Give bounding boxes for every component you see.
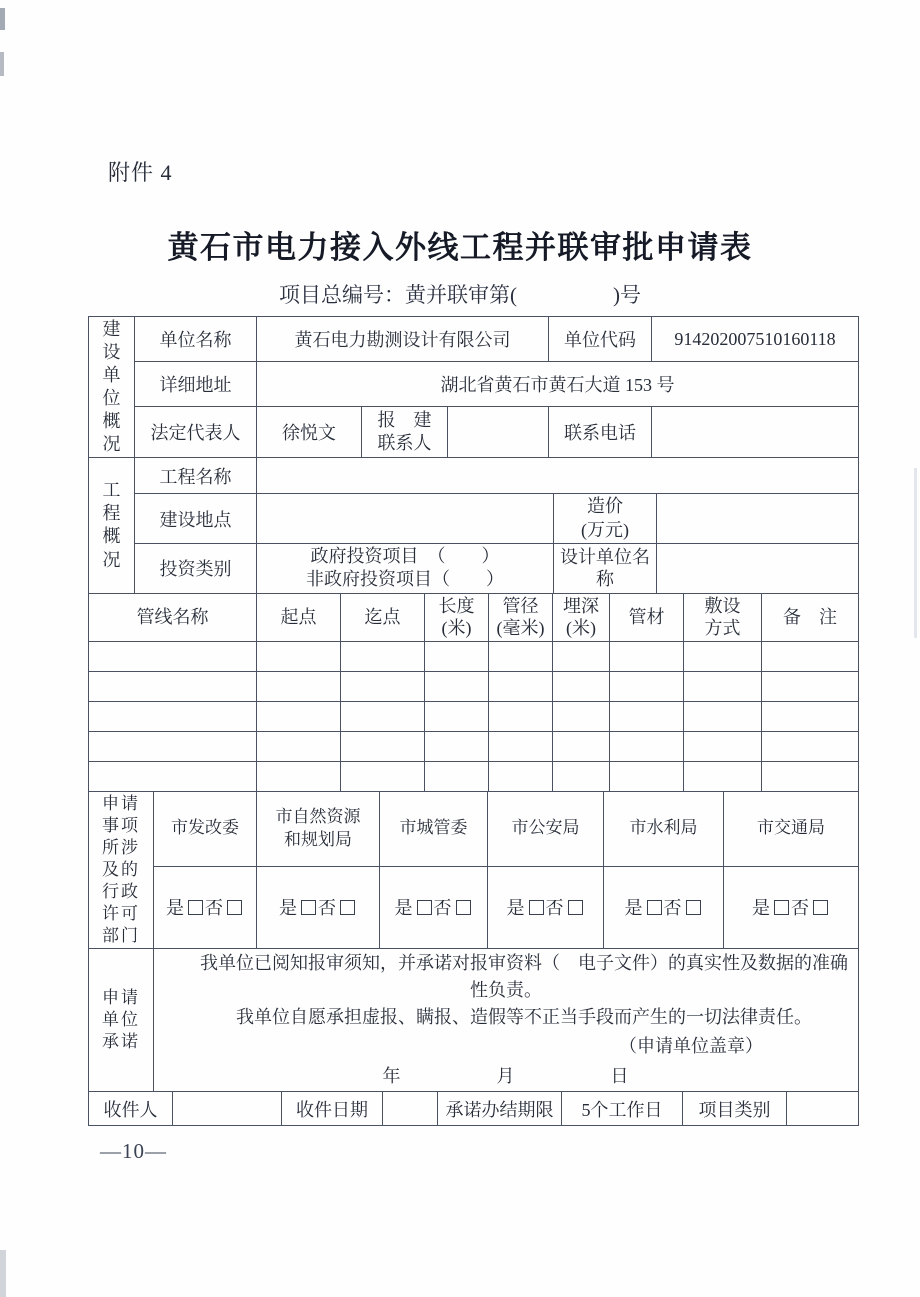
deadline-label: 承诺办结期限: [438, 1092, 562, 1126]
yesno-gonganju: 是 否: [488, 866, 604, 949]
project-name-value: [257, 458, 859, 494]
design-unit-label: 设计单位名称: [554, 543, 657, 593]
no-checkbox: [456, 900, 471, 915]
yesno-chengguanwei: 是 否: [380, 866, 488, 949]
builder-contact-value: [448, 407, 549, 458]
yesno-fagaiwei: 是 否: [154, 866, 257, 949]
pipeline-header-laying: 敷设 方式: [684, 593, 762, 641]
category-label: 项目类别: [683, 1092, 787, 1126]
departments-section: [88, 791, 859, 950]
dept-jiaotongju: 市交通局: [724, 791, 859, 866]
investment-option-gov: 政府投资项目 （ ）: [310, 545, 500, 566]
receive-date-label: 收件日期: [282, 1092, 383, 1126]
pipeline-header-depth: 埋深 (米): [553, 593, 610, 641]
deadline-value: 5个工作日: [562, 1092, 683, 1126]
form-title: 黄石市电力接入外线工程并联审批申请表: [167, 230, 753, 265]
dept-shuiliju: 市水利局: [604, 791, 724, 866]
no-checkbox: [813, 900, 828, 915]
design-unit-value: [657, 543, 859, 593]
no-checkbox: [568, 900, 583, 915]
receive-date-value: [383, 1092, 438, 1126]
unit-code-label: 单位代码: [549, 317, 652, 362]
date-line: 年 月 日: [382, 1066, 630, 1087]
investment-options: [257, 543, 554, 593]
unit-code-value: 914202007510160118: [652, 317, 859, 362]
investment-option-nongov: 非政府投资项目（ ）: [306, 569, 504, 590]
pipeline-header-diameter: 管径 (毫米): [489, 593, 553, 641]
yesno-ziranziyuan: 是 否: [257, 866, 380, 949]
cost-label: 造价 (万元): [554, 494, 657, 544]
yes-checkbox: [301, 900, 316, 915]
investment-type-label: 投资类别: [135, 543, 257, 593]
receiver-value: [173, 1092, 282, 1126]
builder-contact-label: 报 建 联系人: [362, 407, 448, 458]
pipeline-header-remark: 备 注: [762, 593, 859, 641]
project-name-label: 工程名称: [135, 458, 257, 494]
scan-artifact: [0, 8, 5, 30]
yesno-shuiliju: 是 否: [604, 866, 724, 949]
project-number-line: [0, 279, 920, 309]
no-checkbox: [686, 900, 701, 915]
commitment-paragraph-1: 我单位已阅知报审须知，并承诺对报审资料（ 电子文件）的真实性及数据的准确性负责。: [200, 953, 848, 1001]
project-number-prefix: 项目总编号：黄并联审第(: [279, 283, 517, 307]
dept-chengguanwei: 市城管委: [380, 791, 488, 866]
dept-fagaiwei: 市发改委: [154, 791, 257, 866]
scan-artifact: [0, 1250, 6, 1297]
pipeline-header-length: 长度 (米): [425, 593, 489, 641]
no-checkbox: [340, 900, 355, 915]
commitment-text-cell: [154, 949, 859, 1092]
pipeline-header-row: [89, 593, 859, 641]
yes-checkbox: [774, 900, 789, 915]
pipeline-header-material: 管材: [610, 593, 684, 641]
section-label-project: 工程概况: [89, 458, 135, 594]
project-section: [88, 457, 859, 594]
cost-value: [657, 494, 859, 544]
yes-checkbox: [188, 900, 203, 915]
dept-ziranziyuan: 市自然资源 和规划局: [257, 791, 380, 866]
pipeline-empty-row: [89, 701, 859, 731]
phone-label: 联系电话: [549, 407, 652, 458]
construction-unit-section: [88, 316, 859, 458]
section-label-departments: 申请事项所涉及的行政许可部门: [89, 791, 154, 949]
receiver-label: 收件人: [89, 1092, 173, 1126]
pipeline-empty-row: [89, 641, 859, 671]
commitment-paragraph-2: 我单位自愿承担虚报、瞒报、造假等不正当手段而产生的一切法律责任。: [236, 1007, 812, 1028]
address-label: 详细地址: [135, 362, 257, 407]
category-value: [787, 1092, 859, 1126]
location-label: 建设地点: [135, 494, 257, 544]
footer-row: [88, 1091, 859, 1126]
phone-value: [652, 407, 859, 458]
pipeline-header-name: 管线名称: [89, 593, 257, 641]
dept-gonganju: 市公安局: [488, 791, 604, 866]
no-checkbox: [227, 900, 242, 915]
unit-name-value: 黄石电力勘测设计有限公司: [257, 317, 549, 362]
scan-artifact: [914, 468, 917, 638]
pipeline-header-start: 起点: [257, 593, 341, 641]
yes-checkbox: [647, 900, 662, 915]
pipeline-header-end: 迄点: [341, 593, 425, 641]
pipeline-table: [88, 593, 859, 792]
yes-checkbox: [417, 900, 432, 915]
legal-rep-value: 徐悦文: [257, 407, 362, 458]
section-label-commitment: 申请单位承诺: [89, 949, 154, 1092]
application-form-table: [88, 316, 858, 1126]
commitment-section: [88, 948, 859, 1092]
address-value: 湖北省黄石市黄石大道 153 号: [257, 362, 859, 407]
yes-checkbox: [529, 900, 544, 915]
section-label-construction-unit: 建设单位概况: [89, 317, 135, 458]
seal-note: （申请单位盖章）: [619, 1036, 763, 1057]
location-value: [257, 494, 554, 544]
attachment-label: 附件 4: [108, 160, 173, 185]
yesno-jiaotongju: 是 否: [724, 866, 859, 949]
pipeline-empty-row: [89, 671, 859, 701]
unit-name-label: 单位名称: [135, 317, 257, 362]
pipeline-empty-row: [89, 761, 859, 791]
project-number-suffix: )号: [613, 283, 641, 307]
pipeline-empty-row: [89, 731, 859, 761]
legal-rep-label: 法定代表人: [135, 407, 257, 458]
scan-artifact: [0, 52, 4, 76]
page-number: —10—: [100, 1139, 167, 1163]
